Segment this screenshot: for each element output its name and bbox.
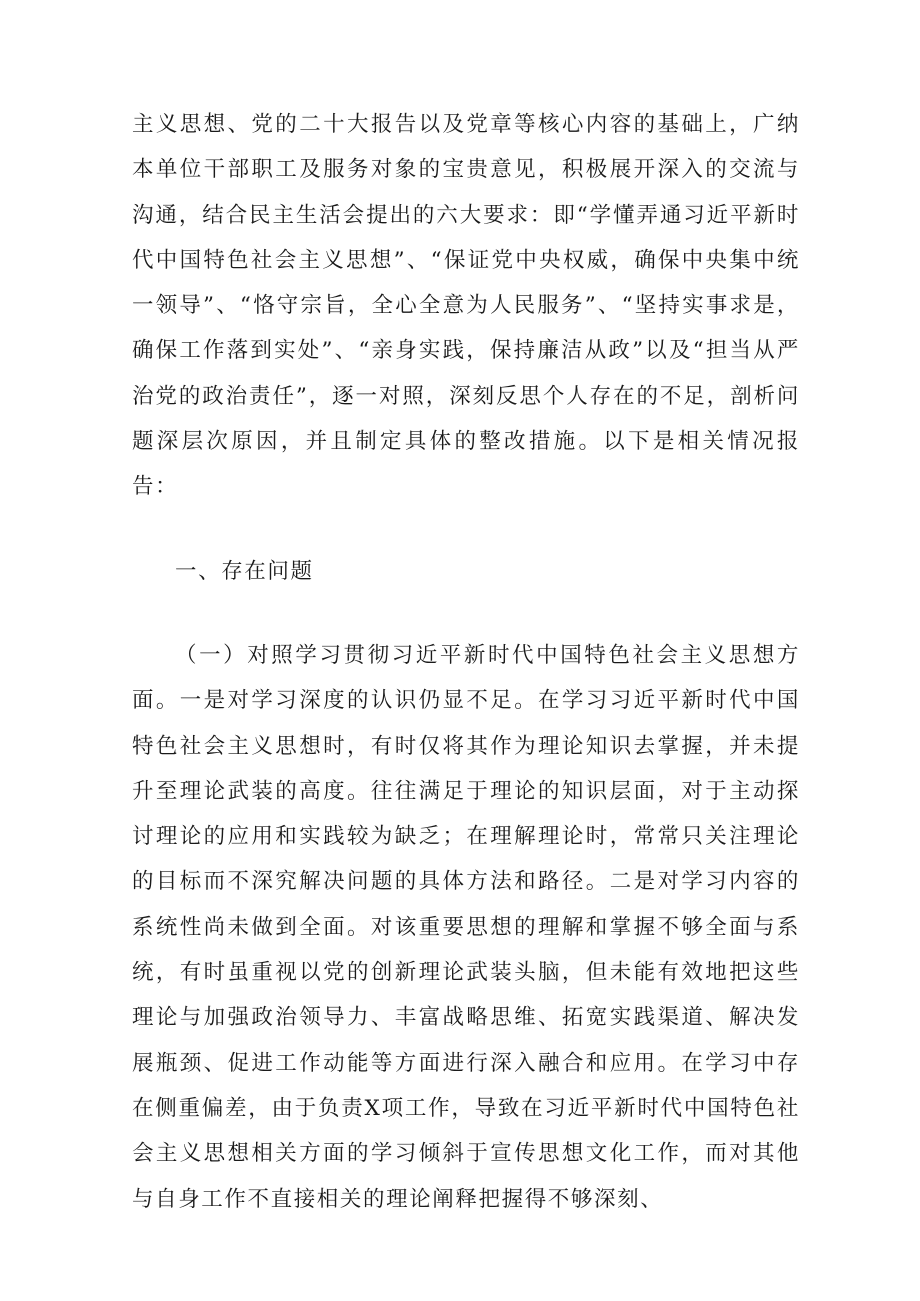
intro-paragraph: 主义思想、党的二十大报告以及党章等核心内容的基础上，广纳本单位干部职工及服务对象的宝贵意见，积极展开深入的交流与沟通，结合民主生活会提出的六大要求：即“学懂弄通习近平新时代中国特色社会主义思想”、“保证党中央权威，确保中央集中统一领导”、“恪守宗旨，全心全意为人民服务”、“坚持实事求是，确保工作落到实处”、“亲身实践，保持廉洁从政”以及“担当从严治党的政治责任”，逐一对照，深刻反思个人存在的不足，剖析问题深层次原因，并且制定具体的整改措施。以下是相关情况报告： <box>132 112 800 500</box>
section-1-paragraph: （一）对照学习贯彻习近平新时代中国特色社会主义思想方面。一是对学习深度的认识仍显不足。在学习习近平新时代中国特色社会主义思想时，有时仅将其作为理论知识去掌握，并未提升至理论武装的高度。往往满足于理论的知识层面，对于主动探讨理论的应用和实践较为缺乏；在理解理论时，常常只关注理论的目标而不深究解决问题的具体方法和路径。二是对学习内容的系统性尚未做到全面。对该重要思想的理解和掌握不够全面与系统，有时虽重视以党的创新理论武装头脑，但未能有效地把这些理论与加强政治领导力、丰富战略思维、拓宽实践渠道、解决发展瓶颈、促进工作动能等方面进行深入融合和应用。在学习中存在侧重偏差，由于负责X项工作，导致在习近平新时代中国特色社会主义思想相关方面的学习倾斜于宣传思想文化工作，而对其他与自身工作不直接相关的理论阐释把握得不够深刻、 <box>132 642 800 1212</box>
section-heading: 一、存在问题 <box>175 558 314 584</box>
document-body <box>132 102 800 1222</box>
